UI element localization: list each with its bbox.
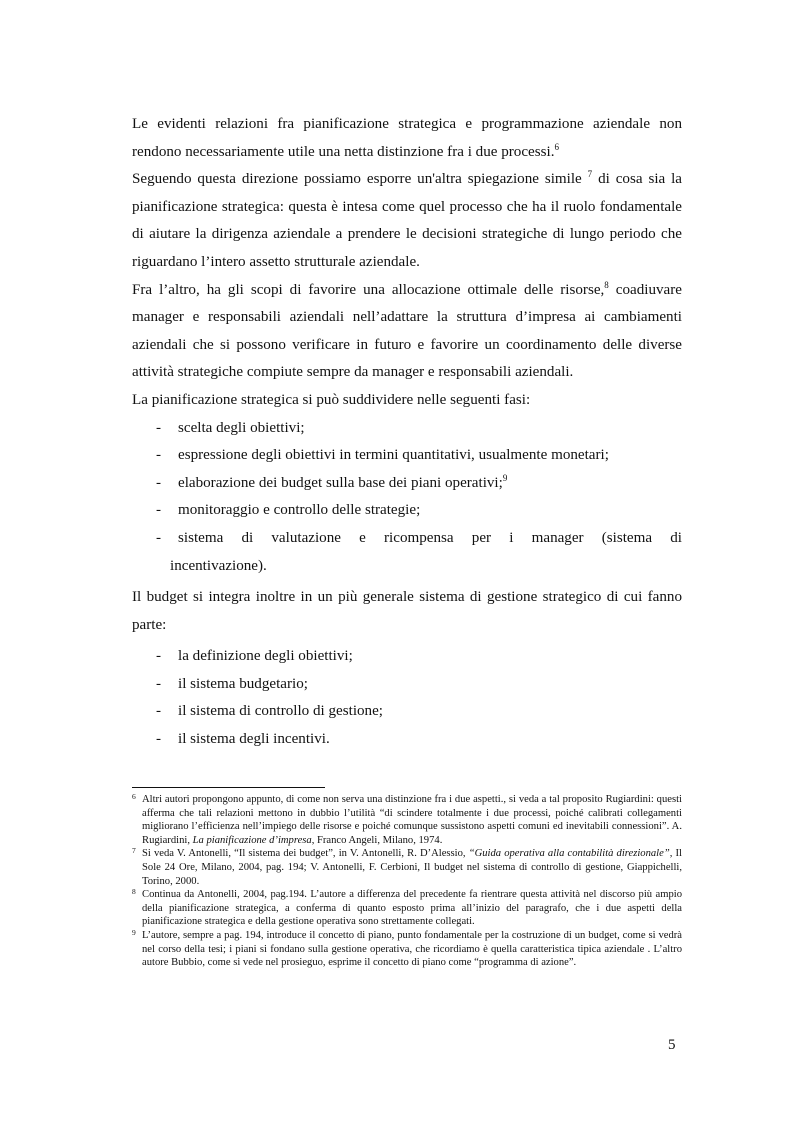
footnote-number: 9 (132, 927, 136, 937)
paragraph-scopes (132, 277, 682, 387)
body-text (132, 111, 682, 754)
footnote-text: Si veda V. Antonelli, “Il sistema dei budget”, in V. Antonelli, R. D’Alessio, (142, 848, 466, 860)
footnotes (132, 793, 682, 970)
list-item-text: la definizione degli obiettivi; (178, 648, 353, 665)
paragraph-text: di cosa sia la pianificazione strategica: questa è intesa come quel processo che ha il ruolo fondamentale di aiutare la dirigenza aziendale a prendere le decisioni strategiche di lungo periodo che riguardano l’intero assetto strutturale aziendale. (132, 171, 683, 270)
list-item (132, 470, 682, 498)
dash-marker: - (156, 648, 162, 665)
list-item (132, 643, 682, 671)
list-item-text: incentivazione). (170, 557, 267, 574)
dash-marker: - (156, 502, 162, 519)
list-item-text: monitoraggio e controllo delle strategie; (178, 502, 421, 519)
list-item-text: il sistema budgetario; (178, 675, 308, 692)
paragraph-text: Fra l’altro, ha gli scopi di favorire una allocazione ottimale delle risorse, (132, 281, 605, 298)
footnote-8 (132, 888, 682, 929)
page-number: 5 (668, 1037, 676, 1053)
dash-marker: - (156, 675, 162, 692)
list-item (132, 698, 682, 726)
footnote-separator (132, 787, 325, 788)
footnote-ref-8: 8 (604, 279, 609, 290)
list-item (132, 525, 682, 580)
paragraph-phases-intro: La pianificazione strategica si può suddividere nelle seguenti fasi: (132, 391, 531, 408)
paragraph-text: Seguendo questa direzione possiamo esporre un'altra spiegazione simile (132, 171, 582, 188)
phases-list (132, 415, 682, 581)
footnote-ref-9: 9 (502, 472, 508, 483)
list-item (132, 442, 682, 470)
footnote-ref-6: 6 (554, 141, 559, 152)
paragraph-system-intro: Il budget si integra inoltre in un più generale sistema di gestione strategico di cui fanno parte: (132, 589, 682, 633)
dash-marker: - (156, 529, 162, 546)
footnote-text: , Franco Angeli, Milano, 1974. (311, 834, 443, 846)
list-item (132, 726, 682, 754)
footnote-text: Continua da Antonelli, 2004, pag.194. L’autore a differenza del precedente fa rientrare questa attività nel discorso più ampio della pianificazione strategica, a conferma di quanto esposto prima all’inizio del paragrafo, che i due aspetti della pianificazione strategica e della gestione operativa sono strettamente collegati. (142, 889, 682, 928)
list-item-text: elaborazione dei budget sulla base dei piani operativi; (178, 474, 503, 491)
list-item (132, 671, 682, 699)
paragraph-text: Le evidenti relazioni fra pianificazione strategica e programmazione aziendale non rendono necessariamente utile una netta distinzione fra i due processi. (132, 116, 682, 160)
footnote-6 (132, 793, 682, 847)
dash-marker: - (156, 447, 162, 464)
footnote-9 (132, 929, 682, 970)
footnote-7 (132, 847, 682, 888)
footnote-ref-7: 7 (587, 169, 593, 180)
paragraph-relations (132, 111, 682, 166)
list-item (132, 497, 682, 525)
dash-marker: - (156, 703, 162, 720)
footnote-text: L’autore, sempre a pag. 194, introduce il concetto di piano, punto fondamentale per la costruzione di un budget, come si vedrà nel corso della tesi; i piani si fondano sulla gestione operativa, che ricordiamo è quella caratteristica tipica aziendale . L’altro autore Bubbio, come si vede nel prosieguo, esprime il concetto di piano come “programma di azione”. (142, 929, 682, 969)
paragraph-text: coadiuvare manager e responsabili aziendali nell’adattare la struttura d’impresa ai cambiamenti aziendali che si possono verificare in futuro e favorire un coordinamento delle diverse attività strategiche compiute sempre da manager e responsabili aziendali. (132, 281, 682, 381)
dash-marker: - (156, 419, 162, 436)
footnote-number: 8 (132, 887, 136, 897)
list-item-text: sistema di valutazione e ricompensa per i manager (sistema di (178, 529, 682, 546)
footnote-title: “Guida operativa alla contabilità direzionale”, (468, 848, 673, 860)
system-list (132, 643, 682, 753)
footnote-title: La pianificazione d’impresa (192, 834, 312, 846)
list-item-text: scelta degli obiettivi; (178, 419, 305, 436)
footnote-number: 7 (132, 846, 136, 856)
dash-marker: - (156, 474, 162, 491)
footnote-text: Il Sole 24 Ore, Milano, 2004, pag. 194; V. Antonelli, F. Cerbioni, Il budget nel sistema di controllo di gestione, Giappichelli, Torino, 2000. (142, 848, 682, 887)
footnote-number: 6 (132, 792, 136, 801)
footnote-text: Altri autori propongono appunto, di come non serva una distinzione fra i due aspetti., si veda a tal proposito Rugiardini: questi afferma che tali relazioni mettono in dubbio l’utilità “di scindere totalmente i due processi, poiché calibrati collegamenti migliorano l’efficienza nell’impiego delle risorse e poiché comunque sussistono aspetti comuni ed inevitabili connessioni”. A. Rugiardini, (142, 794, 682, 846)
dash-marker: - (156, 731, 162, 748)
list-item (132, 415, 682, 443)
list-item-text: il sistema di controllo di gestione; (178, 703, 383, 720)
paragraph-definition (132, 166, 682, 276)
list-item-text: espressione degli obiettivi in termini quantitativi, usualmente monetari; (178, 447, 609, 464)
list-item-text: il sistema degli incentivi. (178, 731, 330, 748)
